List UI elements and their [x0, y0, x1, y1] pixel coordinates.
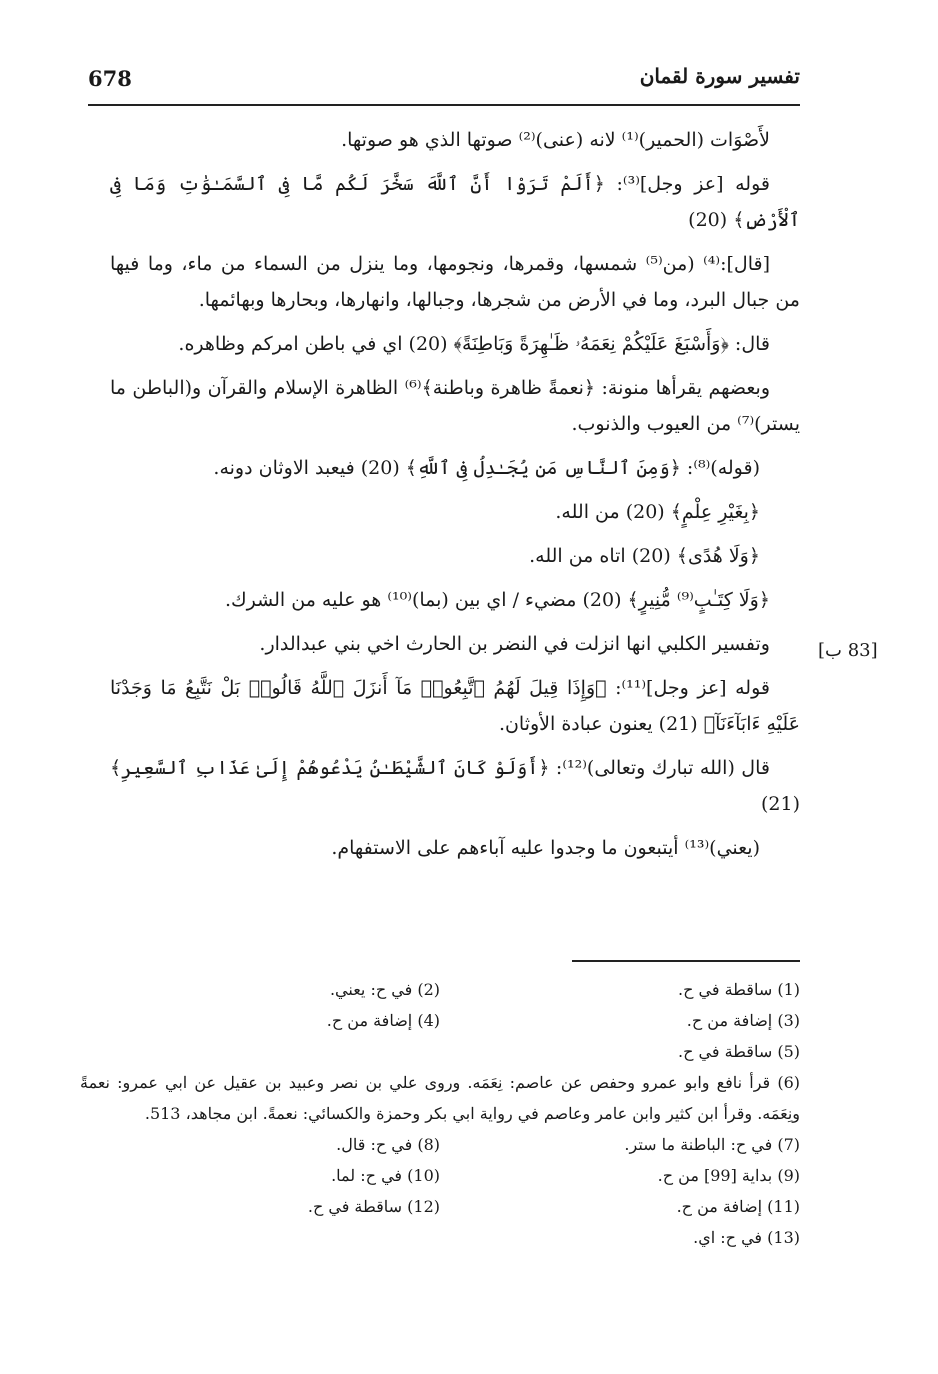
footnote: (12) ساقطة في ح.	[307, 1197, 440, 1216]
page-header	[88, 60, 800, 100]
footnote: (8) في ح: قال.	[336, 1135, 440, 1154]
footnote-row	[80, 1222, 800, 1253]
footnote: (5) ساقطة في ح.	[678, 1042, 800, 1061]
footnote-row	[80, 1005, 800, 1036]
footnote: (7) في ح: الباطنة ما ستر.	[624, 1135, 800, 1154]
paragraph: وتفسير الكلبي انها انزلت في النضر بن الحارث اخي بني عبدالدار.	[259, 633, 770, 655]
paragraph: [قال]:⁽⁴⁾ (من⁽⁵⁾ شمسها، وقمرها، ونجومها، وما ينزل من السماء من ماء، وما فيها من جبال البرد، وما في الأرض من شجرها، وجبالها، وانهارها، وبحارها وبهائمها.	[110, 253, 800, 311]
header-rule	[88, 104, 800, 106]
paragraph: ﴿وَلَا كِتَـٰبٍ⁽⁹⁾ مُّنِيرٍ﴾ (20) مضيء / اي بين (بما)⁽¹⁰⁾ هو عليه من الشرك.	[224, 589, 770, 611]
footnote: (1) ساقطة في ح.	[678, 980, 800, 999]
paragraph: قوله [عز وجل]⁽³⁾: ﴿أَلَمْ تَرَوْا أَنَّ ٱللَّهَ سَخَّرَ لَكُم مَّا فِى ٱلسَّمَـٰوَٰتِ وَمَا فِى ٱلْأَرْضِ﴾ (20)	[110, 173, 800, 231]
paragraph: ﴿وَلَا هُدًى﴾ (20) اتاه من الله.	[529, 545, 760, 567]
paragraph: وبعضهم يقرأها منونة: ﴿نعمةً ظاهرة وباطنة﴾⁽⁶⁾ الظاهرة الإسلام والقرآن و(الباطن ما يستر)⁽⁷⁾ من العيوب والذنوب.	[110, 377, 800, 435]
footnote: (6) قرأ نافع وابو عمرو وحفص عن عاصم: نِعَمَه. وروى علي بن نصر وعبيد بن عقيل عن ابي عمرو: نعمةً ونِعَمَه. وقرأ ابن كثير وابن عامر وعاصم في رواية ابي بكر وحمزة والكسائي: نعمةً. ابن مجاهد، 513.	[80, 1073, 800, 1123]
footnote-row	[80, 1191, 800, 1222]
main-text	[110, 122, 800, 874]
footnote: (9) بداية [99] من ح.	[657, 1166, 800, 1185]
footnote: (4) إضافة من ح.	[326, 1011, 440, 1030]
running-title: تفسير سورة لقمان	[639, 64, 800, 88]
page-number: 678	[88, 66, 132, 91]
footnote-row	[80, 974, 800, 1005]
footnote-row	[80, 1160, 800, 1191]
footnote: (13) في ح: اي.	[693, 1228, 800, 1247]
margin-folio-note: [83 ب]	[818, 640, 878, 661]
footnote: (3) إضافة من ح.	[686, 1011, 800, 1030]
paragraph: لأَصْوَات (الحمير)⁽¹⁾ لانه (عنى)⁽²⁾ صوتها الذي هو صوتها.	[341, 129, 770, 151]
footnote-row	[80, 1129, 800, 1160]
paragraph: قوله [عز وجل]⁽¹¹⁾: ﴿وَإِذَا قِيلَ لَهُمُ ٱتَّبِعُوا۟ مَآ أَنزَلَ ٱللَّهُ قَالُوا۟ بَلْ نَتَّبِعُ مَا وَجَدْنَا عَلَيْهِ ءَابَآءَنَآ﴾ (21) يعنون عبادة الأوثان.	[110, 677, 800, 735]
footnote: (11) إضافة من ح.	[676, 1197, 800, 1216]
footnote: (10) في ح: لما.	[331, 1166, 440, 1185]
paragraph: (قوله)⁽⁸⁾: ﴿وَمِنَ ٱلنَّاسِ مَن يُجَـٰدِلُ فِى ٱللَّهِ﴾ (20) فيعبد الاوثان دونه.	[213, 457, 760, 479]
footnote-row	[80, 1036, 800, 1067]
footnote-rule	[572, 960, 800, 962]
footnotes	[80, 974, 800, 1253]
footnote: (2) في ح: يعني.	[329, 980, 440, 999]
paragraph: قال: ﴿وَأَسْبَغَ عَلَيْكُمْ نِعَمَهُۥ ظَـٰهِرَةً وَبَاطِنَةً﴾ (20) اي في باطن امركم وظاهره.	[178, 333, 770, 355]
paragraph: ﴿بِغَيْرِ عِلْمٍ﴾ (20) من الله.	[555, 501, 760, 523]
paragraph: (يعني)⁽¹³⁾ أيتبعون ما وجدوا عليه آباءهم على الاستفهام.	[331, 837, 760, 859]
paragraph: قال (الله تبارك وتعالى)⁽¹²⁾: ﴿أَوَلَوْ كَانَ ٱلشَّيْطَـٰنُ يَدْعُوهُمْ إِلَىٰ عَذَابِ ٱلسَّعِيرِ﴾ (21)	[110, 757, 800, 815]
